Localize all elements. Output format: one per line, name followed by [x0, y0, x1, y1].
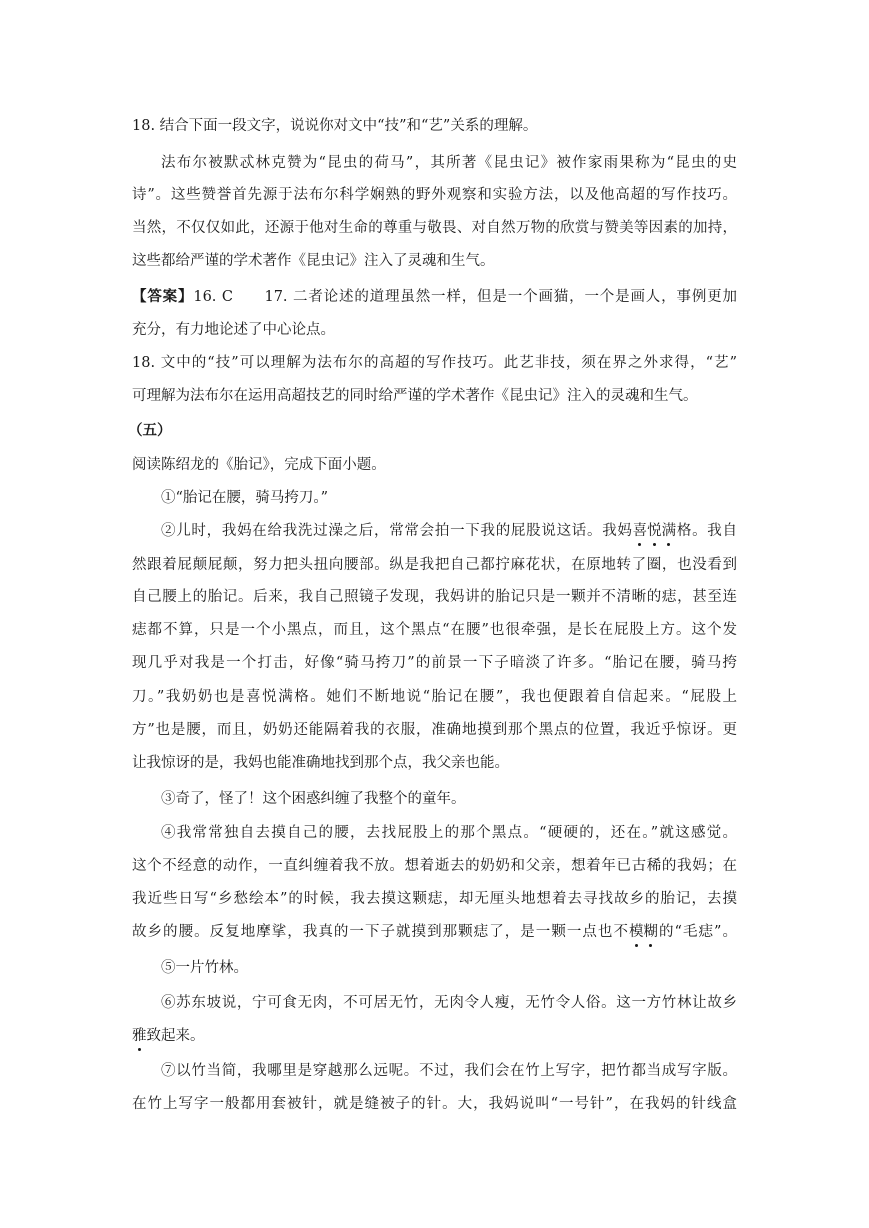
passage-line: 诗”。这些赞誉首先源于法布尔科学娴熟的野外观察和实验方法，以及他高超的写作技巧。 — [132, 187, 737, 203]
passage-line: 法布尔被默忒林克赞为“昆虫的荷马”，其所著《昆虫记》被作家雨果称为“昆虫的史 — [161, 155, 737, 171]
article-line: 现几乎对我是一个打击，好像“骑马挎刀”的前景一下子暗淡了许多。“胎记在腰，骑马挎 — [132, 655, 737, 671]
section-heading: （五） — [128, 422, 172, 439]
article-line: 我近些日写“乡愁绘本”的时候，我去摸这颗痣，却无厘头地想着去寻找故乡的胎记，去摸 — [132, 891, 737, 907]
article-line: 故乡的腰。反复地摩挲，我真的一下子就摸到那颗痣了，是一颗一点也不模糊的“毛痣”。 — [132, 924, 737, 940]
article-paragraph: ①“胎记在腰，骑马挎刀。” — [161, 490, 329, 506]
answer-line: 18. 文中的“技”可以理解为法布尔的高超的写作技巧。此艺非技，须在界之外求得，“艺” — [132, 355, 737, 371]
article-line: 在竹上写字一般都用套被针，就是缝被子的针。大，我妈说叫“一号针”，在我妈的针线盒 — [132, 1096, 737, 1112]
article-line: 然跟着屁颠屁颠，努力把头扭向腰部。纵是我把自己都拧麻花状，在原地转了圈，也没看到 — [132, 557, 737, 573]
article-line: 自己腰上的胎记。后来，我自己照镜子发现，我妈讲的胎记只是一颗并不清晰的痣，甚至连 — [132, 589, 737, 605]
answer-tag: 【答案】 — [132, 288, 194, 305]
article-line: ②儿时，我妈在给我洗过澡之后，常常会拍一下我的屁股说这话。我妈喜悦满格。我自 — [161, 523, 737, 539]
section-intro: 阅读陈绍龙的《胎记》，完成下面小题。 — [132, 457, 386, 473]
article-line: 让我惊讶的是，我妈也能准确地找到那个点，我父亲也能。 — [132, 755, 509, 771]
answer-line — [132, 287, 737, 307]
passage-line: 当然，不仅仅如此，还源于他对生命的尊重与敬畏、对自然万物的欣赏与赞美等因素的加持， — [132, 220, 737, 236]
article-line: 方”也是腰，而且，奶奶还能隔着我的衣服，准确地摸到那个黑点的位置，我近乎惊讶。更 — [132, 722, 737, 738]
article-line: ④我常常独自去摸自己的腰，去找屁股上的那个黑点。“硬硬的，还在。”就这感觉。 — [161, 825, 737, 841]
emphasis-mark: 雅 — [132, 1028, 147, 1044]
article-paragraph: ③奇了，怪了！这个困惑纠缠了我整个的童年。 — [161, 791, 466, 807]
emphasis-mark: 满 — [661, 523, 677, 539]
answer-text: 16. C 17. 二者论述的道理虽然一样，但是一个画猫，一个是画人，事例更加 — [193, 289, 737, 305]
passage-line: 这些都给严谨的学术著作《昆虫记》注入了灵魂和生气。 — [132, 253, 495, 269]
emphasis-mark: 喜 — [632, 523, 648, 539]
article-line: 这个不经意的动作，一直纠缠着我不放。想着逝去的奶奶和父亲，想着年已古稀的我妈；在 — [132, 858, 737, 874]
article-line: ⑦以竹当简，我哪里是穿越那么远呢。不过，我们会在竹上写字，把竹都当成写字版。 — [161, 1063, 737, 1079]
article-line: 刀。”我奶奶也是喜悦满格。她们不断地说“胎记在腰”，我也便跟着自信起来。“屁股上 — [132, 689, 737, 705]
article-line: ⑥苏东坡说，宁可食无肉，不可居无竹，无肉令人瘦，无竹令人俗。这一方竹林让故乡 — [161, 995, 737, 1011]
article-line: 雅致起来。 — [132, 1028, 205, 1044]
answer-line: 充分，有力地论述了中心论点。 — [132, 322, 335, 338]
emphasis-mark: 悦 — [647, 523, 662, 539]
article-paragraph: ⑤一片竹林。 — [161, 960, 248, 976]
emphasis-mark: 模 — [628, 924, 644, 940]
answer-line: 可理解为法布尔在运用高超技艺的同时给严谨的学术著作《昆虫记》注入的灵魂和生气。 — [132, 388, 698, 404]
article-line: 痣都不算，只是一个小黑点，而且，这个黑点“在腰”也很牵强，是长在屁股上方。这个发 — [132, 622, 737, 638]
emphasis-mark: 糊 — [643, 924, 658, 940]
question-18: 18. 结合下面一段文字，说说你对文中“技”和“艺”关系的理解。 — [132, 118, 538, 134]
